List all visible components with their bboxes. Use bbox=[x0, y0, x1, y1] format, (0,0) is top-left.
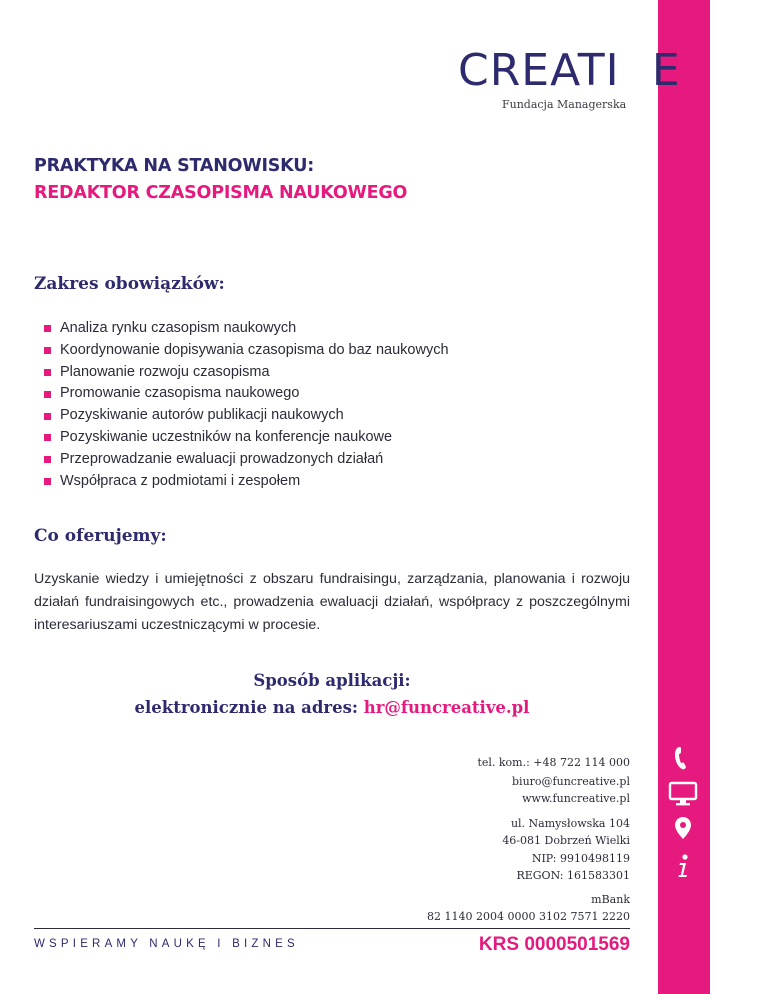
contact-address: ul. Namysłowska 104 46-081 Dobrzeń Wielki bbox=[502, 817, 630, 847]
creative-logo bbox=[458, 45, 681, 111]
application-section bbox=[34, 667, 630, 721]
info-icon bbox=[665, 851, 701, 881]
application-line: elektronicznie na adres: hr@funcreative.pl bbox=[134, 698, 530, 717]
logo-wordmark: CREATI VE bbox=[458, 45, 681, 96]
square-bullet-icon bbox=[44, 347, 51, 354]
duties-list bbox=[44, 318, 449, 492]
square-bullet-icon bbox=[44, 369, 51, 376]
title-line-2: REDAKTOR CZASOPISMA NAUKOWEGO bbox=[34, 183, 408, 203]
square-bullet-icon bbox=[44, 391, 51, 398]
list-item: Przeprowadzanie ewaluacji prowadzonych działań bbox=[44, 449, 449, 471]
offer-paragraph: Uzyskanie wiedzy i umiejętności z obszaru fundraisingu, zarządzania, planowania i rozwoju działań fundraisingowych etc., prowadzenia ewaluacji działań, współpracy z poszczególnymi interesariuszami uczestniczącymi w procesie. bbox=[34, 571, 630, 633]
list-item: Promowanie czasopisma naukowego bbox=[44, 383, 449, 405]
application-email-link[interactable]: hr@funcreative.pl bbox=[363, 698, 530, 717]
square-bullet-icon bbox=[44, 413, 51, 420]
list-item: Planowanie rozwoju czasopisma bbox=[44, 362, 449, 384]
square-bullet-icon bbox=[44, 325, 51, 332]
application-heading: Sposób aplikacji: bbox=[253, 671, 411, 690]
list-item: Koordynowanie dopisywania czasopisma do baz naukowych bbox=[44, 340, 449, 362]
footer-slogan: WSPIERAMY NAUKĘ I BIZNES bbox=[34, 938, 299, 950]
contact-phone: tel. kom.: +48 722 114 000 bbox=[477, 756, 630, 769]
contact-email-link[interactable]: biuro@funcreative.pl bbox=[512, 775, 630, 788]
logo-subtitle: Fundacja Managerska bbox=[502, 98, 627, 111]
list-item: Pozyskiwanie autorów publikacji naukowych bbox=[44, 405, 449, 427]
square-bullet-icon bbox=[44, 478, 51, 485]
contact-web bbox=[512, 774, 630, 807]
square-bullet-icon bbox=[44, 456, 51, 463]
contact-website-link[interactable]: www.funcreative.pl bbox=[522, 791, 630, 805]
footer-divider bbox=[34, 928, 630, 929]
duties-heading: Zakres obowiązków: bbox=[34, 274, 225, 294]
contact-bank: mBank 82 1140 2004 0000 3102 7571 2220 bbox=[427, 893, 630, 923]
list-item: Pozyskiwanie uczestników na konferencje naukowe bbox=[44, 427, 449, 449]
title-line-1: PRAKTYKA NA STANOWISKU: bbox=[34, 156, 315, 176]
page-title bbox=[34, 153, 407, 207]
krs-number: KRS 0000501569 bbox=[478, 934, 630, 955]
list-item: Analiza rynku czasopism naukowych bbox=[44, 318, 449, 340]
list-item: Współpraca z podmiotami i zespołem bbox=[44, 471, 449, 493]
contact-registration: NIP: 9910498119 REGON: 161583301 bbox=[516, 852, 630, 882]
square-bullet-icon bbox=[44, 434, 51, 441]
map-pin-icon bbox=[665, 813, 701, 843]
phone-icon bbox=[665, 743, 701, 773]
offer-heading: Co oferujemy: bbox=[34, 526, 167, 546]
monitor-icon bbox=[665, 779, 701, 809]
pink-sidebar-strip bbox=[658, 0, 710, 994]
